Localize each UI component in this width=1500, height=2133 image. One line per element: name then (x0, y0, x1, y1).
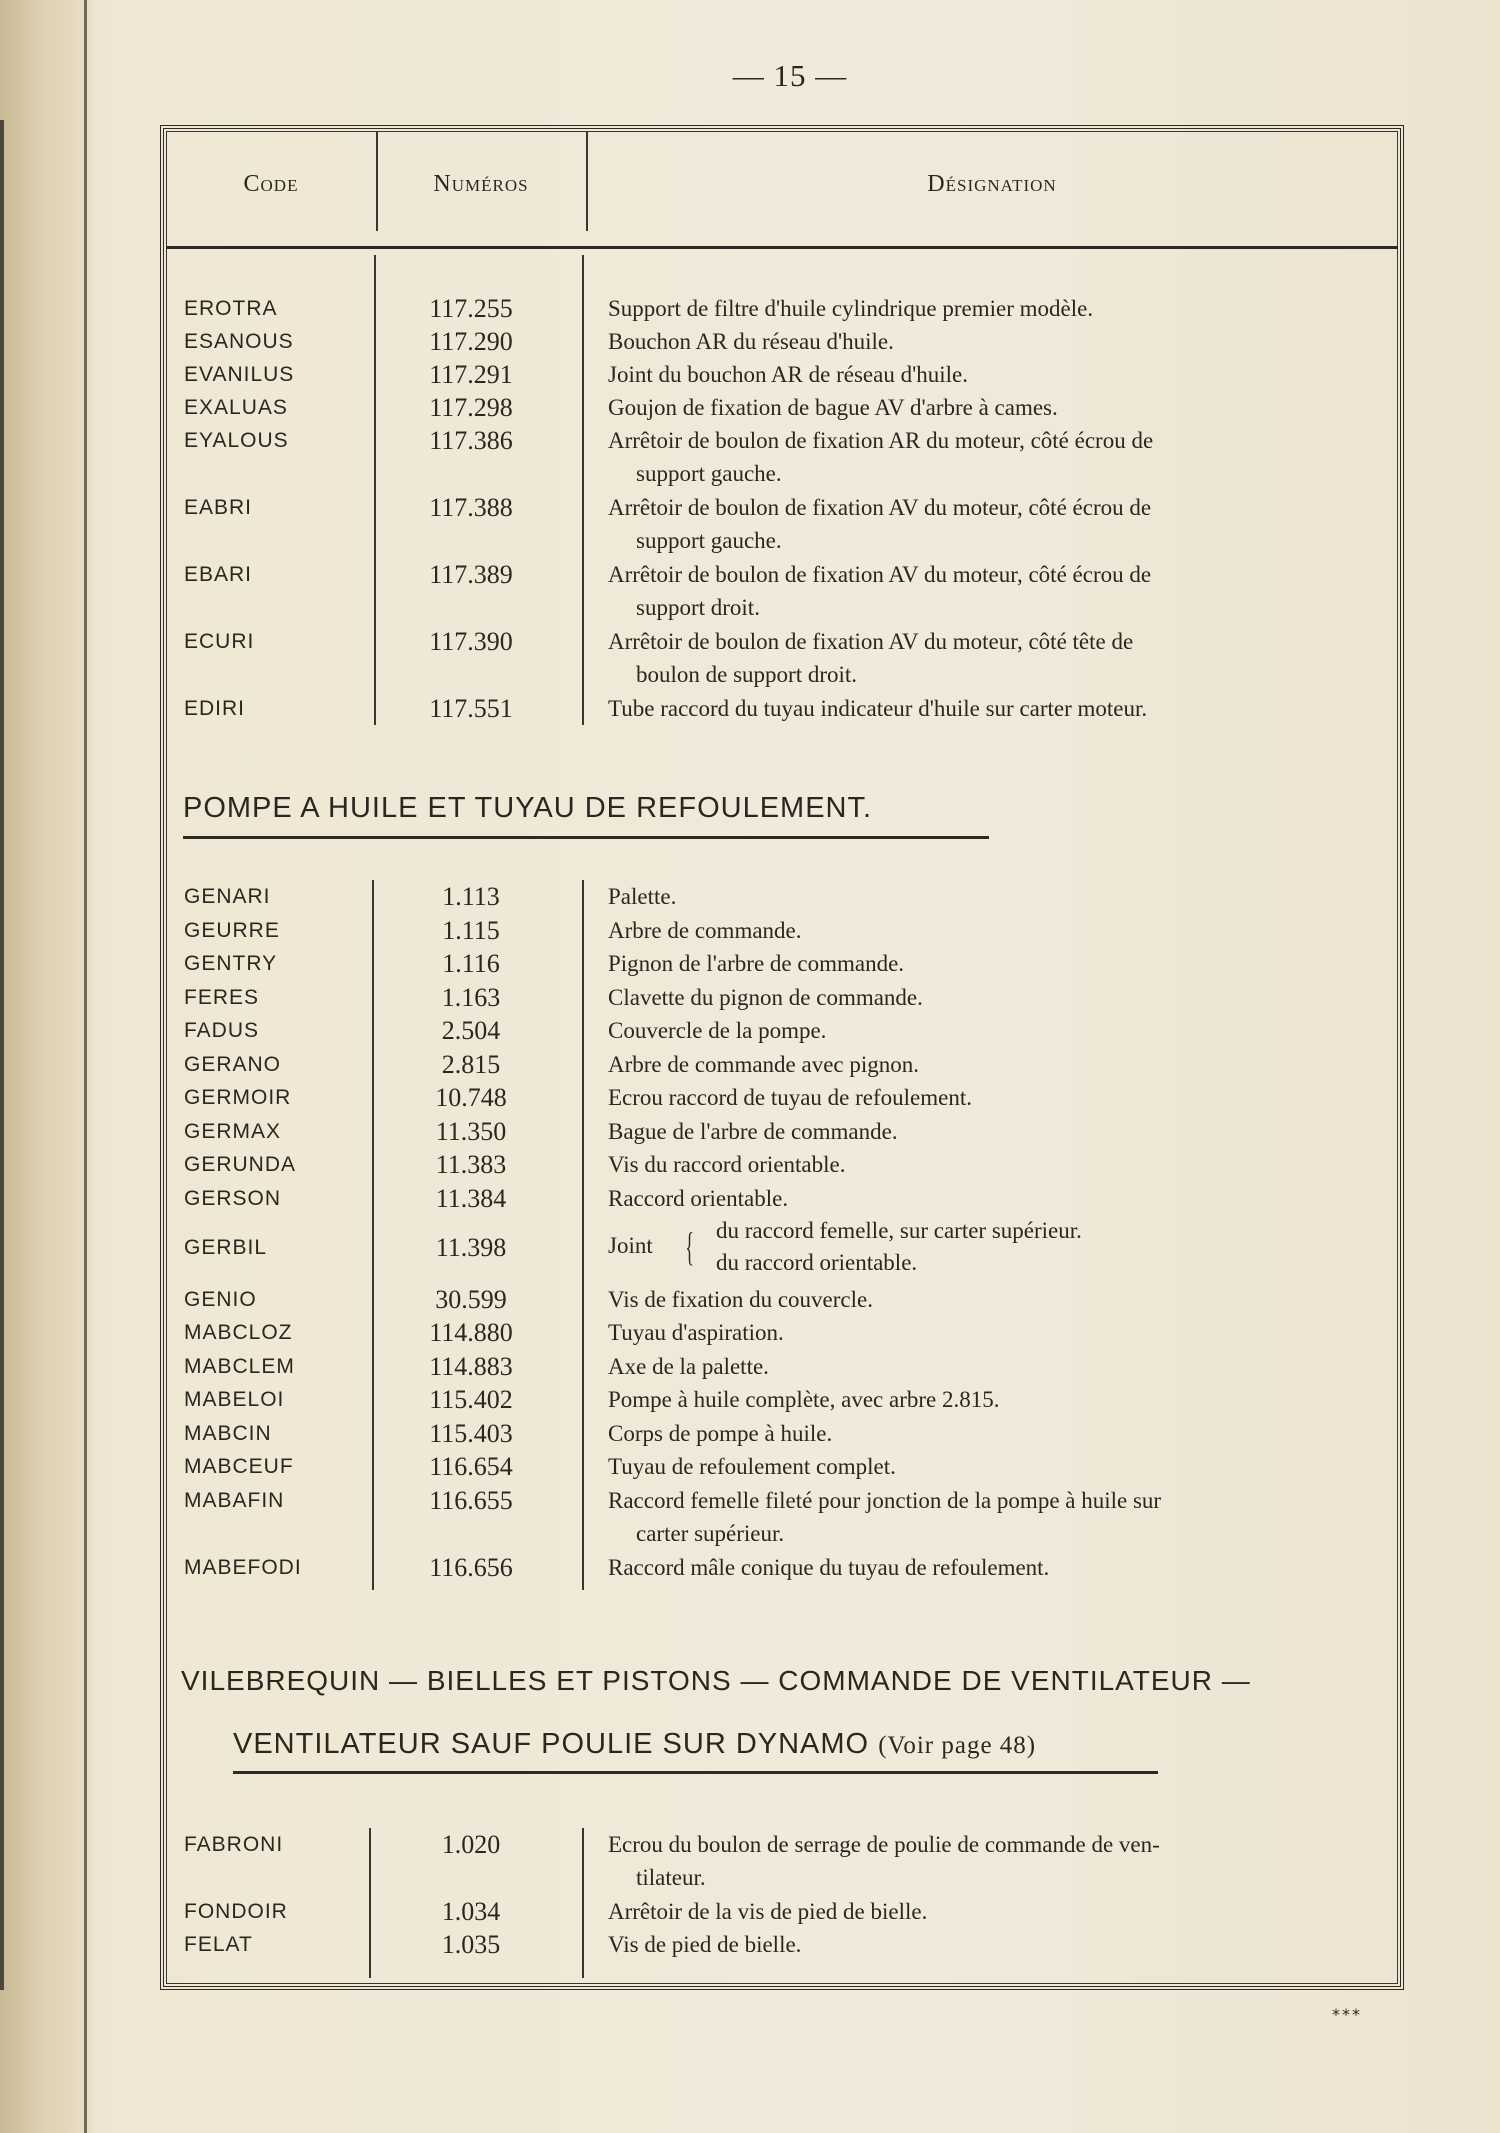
row-number: 117.390 (429, 627, 513, 656)
row-code: GENARI (184, 885, 271, 908)
row-code: MABEFODI (184, 1556, 302, 1579)
row-code: FERES (184, 986, 260, 1009)
section-title-crankshaft-line1: VILEBREQUIN — BIELLES ET PISTONS — COMMANDE DE VENTILATEUR — (181, 1665, 1251, 1696)
row-code: FABRONI (184, 1833, 284, 1856)
designation-text: Bouchon AR du réseau d'huile. (608, 329, 894, 354)
row-designation (608, 1484, 1378, 1550)
row-code: ESANOUS (184, 330, 294, 353)
row-number: 114.880 (429, 1318, 513, 1347)
row-number: 1.020 (441, 1830, 501, 1859)
row-designation: Bague de l'arbre de commande. (608, 1119, 898, 1144)
s1-divider-2 (582, 255, 584, 725)
designation-text: Support de filtre d'huile cylindrique premier modèle. (608, 296, 1094, 321)
row-code: GERMAX (184, 1120, 282, 1143)
row-designation: Pompe à huile complète, avec arbre 2.815. (608, 1387, 1000, 1412)
table-header (166, 131, 1398, 246)
row-number: 117.386 (429, 426, 513, 455)
designation-continuation: carter supérieur. (636, 1521, 785, 1546)
header-numeros: Numéros (433, 171, 529, 197)
row-code: GENIO (184, 1288, 257, 1311)
section-title-underline (233, 1771, 1158, 1774)
row-number: 114.883 (429, 1352, 513, 1381)
row-number: 117.389 (429, 560, 513, 589)
designation-text: Raccord femelle fileté pour jonction de la pompe à huile sur (608, 1488, 1162, 1513)
row-number: 116.656 (429, 1553, 513, 1582)
header-divider-2 (586, 131, 588, 231)
row-code: EDIRI (184, 697, 246, 720)
page-number: — 15 — (732, 58, 848, 93)
designation-continuation: support gauche. (636, 461, 782, 486)
s1-divider-1 (374, 255, 376, 725)
row-number: 117.255 (429, 294, 513, 323)
row-number: 2.815 (441, 1050, 501, 1079)
binding-edge (0, 0, 92, 2133)
row-number: 1.115 (442, 916, 500, 945)
row-number: 117.388 (429, 493, 513, 522)
row-designation (608, 625, 1378, 691)
row-number: 30.599 (435, 1285, 507, 1314)
row-designation: Raccord orientable. (608, 1186, 789, 1211)
row-designation: Arbre de commande avec pignon. (608, 1052, 920, 1077)
joint-lines (716, 1215, 1082, 1279)
designation-text: Arrêtoir de boulon de fixation AV du moteur, côté écrou de (608, 562, 1152, 587)
row-designation (608, 692, 1378, 725)
joint-line-1: du raccord femelle, sur carter supérieur. (716, 1218, 1082, 1243)
section-title-crankshaft-line2 (233, 1728, 1036, 1761)
row-number: 117.298 (429, 393, 513, 422)
section-title-crankshaft-text: VENTILATEUR SAUF POULIE SUR DYNAMO (233, 1728, 870, 1760)
section-title-crankshaft-note: (Voir page 48) (878, 1732, 1037, 1759)
row-number: 11.383 (435, 1150, 507, 1179)
row-designation (608, 391, 1378, 424)
row-designation (608, 424, 1378, 490)
row-code: FONDOIR (184, 1900, 288, 1923)
row-designation: Arbre de commande. (608, 918, 802, 943)
row-designation (608, 325, 1378, 358)
row-number: 1.035 (441, 1930, 501, 1959)
header-code: Code (243, 171, 299, 197)
row-number: 1.163 (441, 983, 501, 1012)
row-designation: Vis du raccord orientable. (608, 1152, 846, 1177)
joint-word: Joint (608, 1233, 653, 1258)
header-rule (166, 246, 1398, 249)
row-designation: Vis de pied de bielle. (608, 1932, 802, 1957)
row-designation: Raccord mâle conique du tuyau de refoulement. (608, 1555, 1050, 1580)
row-designation (608, 491, 1378, 557)
row-number: 115.403 (429, 1419, 513, 1448)
designation-text: Arrêtoir de boulon de fixation AV du moteur, côté écrou de (608, 495, 1152, 520)
row-code: MABCLOZ (184, 1321, 293, 1344)
row-code: MABAFIN (184, 1489, 285, 1512)
row-designation: Axe de la palette. (608, 1354, 769, 1379)
designation-text: Ecrou du boulon de serrage de poulie de commande de ven- (608, 1832, 1160, 1857)
row-designation: Corps de pompe à huile. (608, 1421, 833, 1446)
row-code: EBARI (184, 563, 253, 586)
row-code: ECURI (184, 630, 255, 653)
row-code: GERSON (184, 1187, 282, 1210)
footer-mark: *** (1332, 2005, 1362, 2024)
row-number: 116.655 (429, 1486, 513, 1515)
brace-icon: { (685, 1224, 694, 1269)
header-designation: Désignation (927, 171, 1057, 197)
row-designation: Tuyau d'aspiration. (608, 1320, 784, 1345)
row-code: MABCEUF (184, 1455, 294, 1478)
s3-divider-1 (369, 1828, 371, 1978)
row-designation: Couvercle de la pompe. (608, 1018, 827, 1043)
header-divider-1 (376, 131, 378, 231)
designation-text: Joint du bouchon AR de réseau d'huile. (608, 362, 968, 387)
table-row-joint (166, 1215, 1398, 1281)
row-code: GEURRE (184, 919, 280, 942)
row-designation: Ecrou raccord de tuyau de refoulement. (608, 1085, 972, 1110)
section-title-oil-pump: POMPE A HUILE ET TUYAU DE REFOULEMENT. (183, 792, 873, 824)
row-code: FELAT (184, 1933, 253, 1956)
row-number: 117.291 (429, 360, 513, 389)
designation-text: Goujon de fixation de bague AV d'arbre à cames. (608, 395, 1058, 420)
row-designation: Tuyau de refoulement complet. (608, 1454, 896, 1479)
row-code: EXALUAS (184, 396, 288, 419)
row-number: 11.384 (435, 1184, 507, 1213)
row-designation: Clavette du pignon de commande. (608, 985, 923, 1010)
row-number: 10.748 (435, 1083, 507, 1112)
binding-fold (0, 120, 4, 1990)
joint-line-2: du raccord orientable. (716, 1250, 918, 1275)
row-number: 2.504 (441, 1016, 501, 1045)
row-number: 11.398 (435, 1233, 507, 1262)
row-code: EYALOUS (184, 429, 289, 452)
row-code: GERMOIR (184, 1086, 292, 1109)
row-code: GERUNDA (184, 1153, 297, 1176)
binding-line (84, 0, 87, 2133)
section-title-underline (183, 836, 989, 839)
row-designation: Arrêtoir de la vis de pied de bielle. (608, 1899, 928, 1924)
designation-continuation: tilateur. (636, 1865, 706, 1890)
row-designation (608, 292, 1378, 325)
designation-continuation: boulon de support droit. (636, 662, 858, 687)
designation-text: Arrêtoir de boulon de fixation AV du moteur, côté tête de (608, 629, 1134, 654)
row-designation: Palette. (608, 884, 677, 909)
s3-divider-2 (582, 1828, 584, 1978)
row-code: MABCLEM (184, 1355, 295, 1378)
designation-continuation: support gauche. (636, 528, 782, 553)
row-number: 1.113 (442, 882, 500, 911)
designation-text: Tube raccord du tuyau indicateur d'huile sur carter moteur. (608, 696, 1148, 721)
row-code: GERANO (184, 1053, 282, 1076)
designation-continuation: support droit. (636, 595, 760, 620)
row-code: FADUS (184, 1019, 260, 1042)
row-number: 117.290 (429, 327, 513, 356)
row-designation: Vis de fixation du couvercle. (608, 1287, 873, 1312)
row-designation (608, 1828, 1378, 1894)
row-code: EABRI (184, 496, 253, 519)
row-number: 115.402 (429, 1385, 513, 1414)
row-code: GENTRY (184, 952, 278, 975)
row-designation (608, 358, 1378, 391)
row-number: 1.034 (441, 1897, 501, 1926)
row-code: EROTRA (184, 297, 278, 320)
row-number: 117.551 (429, 694, 513, 723)
row-code: MABELOI (184, 1388, 285, 1411)
row-number: 116.654 (429, 1452, 513, 1481)
row-code: GERBIL (184, 1236, 268, 1259)
row-number: 11.350 (435, 1117, 507, 1146)
row-code: EVANILUS (184, 363, 295, 386)
row-designation: Pignon de l'arbre de commande. (608, 951, 905, 976)
row-designation (608, 558, 1378, 624)
row-code: MABCIN (184, 1422, 272, 1445)
designation-text: Arrêtoir de boulon de fixation AR du moteur, côté écrou de (608, 428, 1154, 453)
row-number: 1.116 (442, 949, 500, 978)
